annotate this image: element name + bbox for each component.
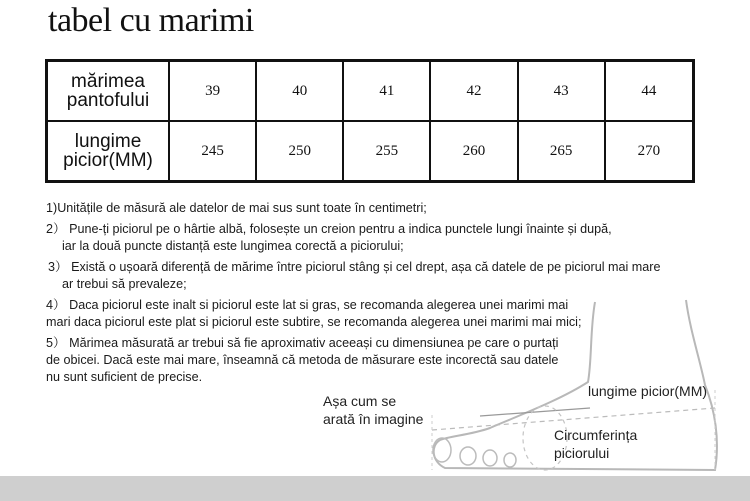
size-cell: 42: [430, 61, 517, 122]
length-cell: 260: [430, 121, 517, 182]
size-cell: 39: [169, 61, 256, 122]
note-2: [46, 221, 696, 255]
size-chart-table: [45, 59, 695, 183]
row-label-foot-length: [47, 121, 170, 182]
row-label-line: lungime: [74, 131, 142, 152]
length-cell: 255: [343, 121, 430, 182]
label-line: Circumferința: [554, 427, 638, 443]
length-cell: 245: [169, 121, 256, 182]
label-as-shown: [323, 392, 423, 428]
length-cell: 250: [256, 121, 343, 182]
note-line: 3） Există o ușoară diferență de mărime între piciorul stâng și cel drept, așa că datele de pe piciorul mai mare: [48, 260, 661, 274]
row-label-shoe-size: [47, 61, 170, 122]
size-cell: 40: [256, 61, 343, 122]
size-cell: 41: [343, 61, 430, 122]
size-cell: 44: [605, 61, 694, 122]
length-cell: 270: [605, 121, 694, 182]
row-label-line: pantofului: [66, 90, 150, 111]
table-row-shoe-size: [47, 61, 694, 122]
note-line: mari daca piciorul este plat si piciorul este subtire, se recomanda alegerea unei marimi mai mici;: [46, 315, 582, 329]
note-line: 4） Daca piciorul este inalt si piciorul este lat si gras, se recomanda alegerea unei marimi mai: [46, 298, 569, 312]
note-1: [46, 200, 696, 217]
row-label-line: picior(MM): [63, 150, 153, 171]
row-label-line: mărimea: [71, 71, 145, 92]
label-line: Așa cum se: [323, 393, 397, 409]
toe-icon: [460, 447, 476, 465]
note-line: ar trebui să prevaleze;: [62, 277, 187, 291]
note-3: [46, 259, 696, 293]
note-line: de obicei. Dacă este mai mare, înseamnă că metoda de măsurare este incorectă sau datele: [46, 353, 559, 367]
note-line: iar la două puncte distanță este lungimea corectă a piciorului;: [62, 239, 404, 253]
note-line: 1)Unitățile de măsură ale datelor de mai sus sunt toate în centimetri;: [46, 201, 427, 215]
label-line: piciorului: [554, 445, 610, 461]
size-cell: 43: [518, 61, 605, 122]
note-line: 5） Mărimea măsurată ar trebui să fie aproximativ aceeași cu dimensiunea pe care o purtați: [46, 336, 559, 350]
label-line: arată în imagine: [323, 411, 424, 427]
length-cell: 265: [518, 121, 605, 182]
table-row-foot-length: [47, 121, 694, 182]
toe-icon: [483, 450, 497, 466]
note-line: nu sunt suficient de precise.: [46, 370, 203, 384]
note-line: 2） Pune-ți piciorul pe o hârtie albă, folosește un creion pentru a indica punctele lungi înainte și după,: [46, 222, 612, 236]
toe-icon: [504, 453, 516, 467]
label-circumference: [554, 426, 637, 462]
page-title: tabel cu marimi: [48, 2, 254, 39]
toe-icon: [433, 438, 451, 462]
ruler-strip: [0, 476, 750, 501]
label-foot-length: lungime picior(MM): [588, 383, 708, 399]
